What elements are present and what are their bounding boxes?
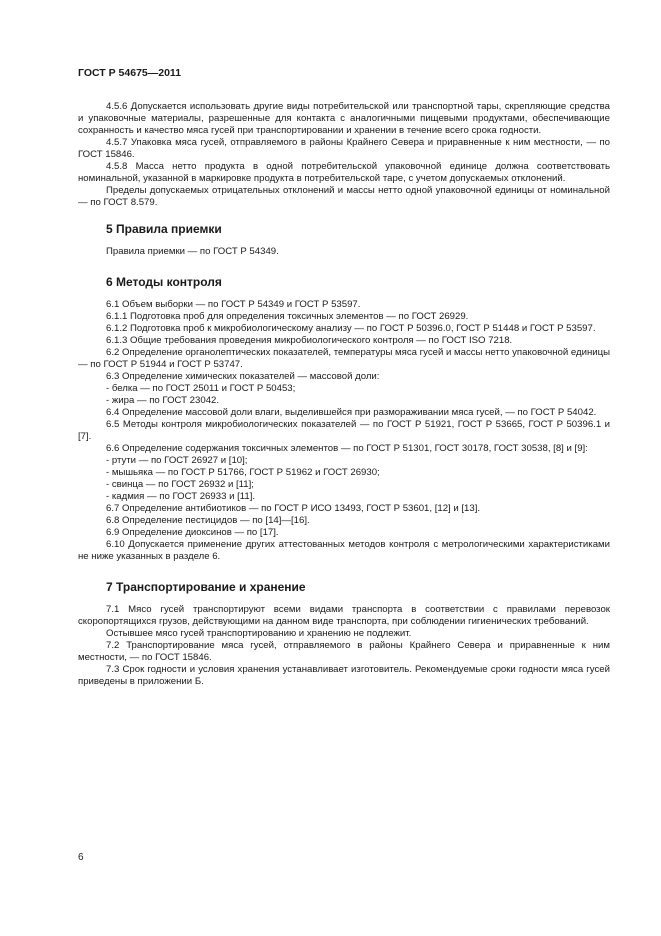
section-7-heading: 7 Транспортирование и хранение [106,580,306,594]
list-item: - жира — по ГОСТ 23042. [106,395,220,406]
paragraph-6-7: 6.7 Определение антибиотиков — по ГОСТ Р ИСО 13493, ГОСТ Р 53601, [12] и [13]. [106,503,481,514]
page-number: 6 [78,852,84,863]
paragraph-tolerance: Пределы допускаемых отрицательных отклонений и массы нетто одной упаковочной единицы от номинальной — по ГОСТ 8.579. [78,185,610,208]
paragraph-6-1-2: 6.1.2 Подготовка проб к микробиологическому анализу — по ГОСТ Р 50396.0, ГОСТ Р 51448 и ГОСТ Р 53597. [106,323,596,334]
paragraph-6-4: 6.4 Определение массовой доли влаги, выделившейся при размораживании мяса гусей, — по ГОСТ Р 54042. [106,407,597,418]
paragraph-7-3: 7.3 Срок годности и условия хранения устанавливает изготовитель. Рекомендуемые сроки годности мяса гусей приведены в приложении Б. [78,664,610,687]
paragraph-6-6: 6.6 Определение содержания токсичных элементов — по ГОСТ Р 51301, ГОСТ 30178, ГОСТ 30538, [8] и [9]: [106,443,588,454]
document-body [78,101,610,688]
section-6-heading: 6 Методы контроля [106,275,222,289]
list-item: - кадмия — по ГОСТ 26933 и [11]. [106,491,256,502]
list-item: - белка — по ГОСТ 25011 и ГОСТ Р 50453; [106,383,296,394]
list-item: - мышьяка — по ГОСТ Р 51766, ГОСТ Р 51962 и ГОСТ 26930; [106,467,380,478]
paragraph-6-8: 6.8 Определение пестицидов — по [14]—[16]. [106,515,310,526]
paragraph-cooled-meat: Остывшее мясо гусей транспортированию и хранению не подлежит. [106,628,412,639]
paragraph-4-5-6: 4.5.6 Допускается использовать другие виды потребительской или транспортной тары, скрепляющие средства и упаковочные материалы, разрешенные для контакта с аналогичными пищевыми продуктами, обеспечивающие сохранность и качество мяса гусей при транспортировании и хранении в течение всего срока годности. [78,101,610,136]
paragraph-5: Правила приемки — по ГОСТ Р 54349. [106,246,279,257]
paragraph-6-1-3: 6.1.3 Общие требования проведения микробиологического контроля — по ГОСТ ISO 7218. [106,335,513,346]
paragraph-7-2: 7.2 Транспортирование мяса гусей, отправляемого в районы Крайнего Севера и приравненные к ним местности, — по ГОСТ 15846. [78,640,610,663]
document-header: ГОСТ Р 54675—2011 [78,67,182,79]
paragraph-6-1: 6.1 Объем выборки — по ГОСТ Р 54349 и ГОСТ Р 53597. [106,299,361,310]
paragraph-6-10: 6.10 Допускается применение других аттестованных методов контроля с метрологическими характеристиками не ниже указанных в разделе 6. [78,539,610,562]
list-item: - ртути — по ГОСТ 26927 и [10]; [106,455,248,466]
list-item: - свинца — по ГОСТ 26932 и [11]; [106,479,254,490]
paragraph-6-5: 6.5 Методы контроля микробиологических показателей — по ГОСТ Р 51921, ГОСТ Р 53665, ГОСТ Р 50396.1 и [7]. [78,419,610,442]
paragraph-6-1-1: 6.1.1 Подготовка проб для определения токсичных элементов — по ГОСТ 26929. [106,311,469,322]
paragraph-7-1: 7.1 Мясо гусей транспортируют всеми видами транспорта в соответствии с правилами перевозок скоропортящихся грузов, действующими на данном виде транспорта, при соблюдении гигиенических требований. [78,604,610,627]
paragraph-4-5-7: 4.5.7 Упаковка мяса гусей, отправляемого в районы Крайнего Севера и приравненные к ним местности, — по ГОСТ 15846. [78,137,610,160]
paragraph-6-9: 6.9 Определение диоксинов — по [17]. [106,527,279,538]
paragraph-4-5-8: 4.5.8 Масса нетто продукта в одной потребительской упаковочной единице должна соответствовать номинальной, указанной в маркировке продукта в потребительской таре, с учетом допускаемых отклонений. [78,161,610,184]
paragraph-6-2: 6.2 Определение органолептических показателей, температуры мяса гусей и массы нетто упаковочной единицы — по ГОСТ Р 51944 и ГОСТ Р 53747. [78,347,610,370]
paragraph-6-3: 6.3 Определение химических показателей — массовой доли: [106,371,380,382]
section-5-heading: 5 Правила приемки [106,222,222,236]
